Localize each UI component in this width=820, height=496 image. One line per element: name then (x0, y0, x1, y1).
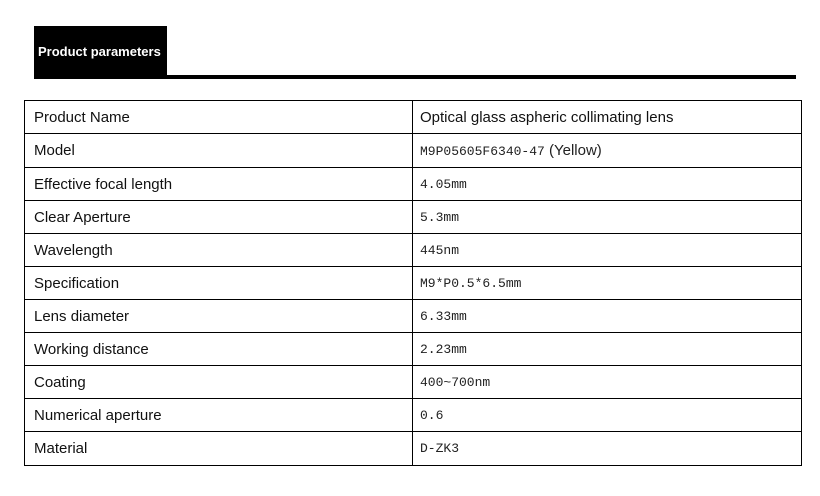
product-parameters-table (24, 100, 802, 466)
param-value: 4.05mm (420, 176, 467, 192)
param-value: 0.6 (420, 407, 444, 423)
param-label: Numerical aperture (34, 406, 162, 424)
table-row (25, 134, 802, 168)
param-value-cell (413, 366, 802, 399)
param-value: Optical glass aspheric collimating lens (420, 108, 674, 126)
param-value: 5.3mm (420, 209, 460, 225)
param-value: 6.33mm (420, 308, 467, 324)
param-label: Product Name (34, 108, 130, 126)
param-label: Working distance (34, 340, 149, 358)
param-label-cell (25, 134, 413, 168)
param-label-cell (25, 399, 413, 432)
table-row (25, 234, 802, 267)
param-label-cell (25, 333, 413, 366)
table-row (25, 101, 802, 134)
param-value-cell (413, 300, 802, 333)
param-label-cell (25, 267, 413, 300)
param-label-cell (25, 101, 413, 134)
param-value: 400~700nm (420, 374, 491, 390)
param-label: Lens diameter (34, 307, 130, 325)
param-label-cell (25, 432, 413, 466)
table-row (25, 366, 802, 399)
param-value-cell (413, 333, 802, 366)
param-label: Specification (34, 274, 120, 292)
param-label: Wavelength (34, 241, 113, 259)
table-row (25, 300, 802, 333)
param-value: 2.23mm (420, 341, 467, 357)
param-label: Clear Aperture (34, 208, 131, 226)
section-divider (34, 75, 796, 79)
table-row (25, 168, 802, 201)
param-label: Material (34, 440, 88, 457)
param-label-cell (25, 201, 413, 234)
param-value-cell (413, 134, 802, 168)
param-label-cell (25, 234, 413, 267)
param-value-cell (413, 432, 802, 466)
param-label: Model (34, 142, 75, 159)
param-value-cell (413, 168, 802, 201)
param-value-cell (413, 267, 802, 300)
table-row (25, 432, 802, 466)
param-label-cell (25, 366, 413, 399)
param-value: D-ZK3 (420, 441, 460, 456)
param-value-cell (413, 399, 802, 432)
section-title: Product parameters (34, 26, 167, 78)
model-code: M9P05605F6340-47 (420, 144, 545, 159)
table-row (25, 333, 802, 366)
table-row (25, 267, 802, 300)
model-color: (Yellow) (544, 142, 602, 159)
param-label-cell (25, 300, 413, 333)
table-row (25, 399, 802, 432)
param-label: Effective focal length (34, 175, 173, 193)
param-value: M9*P0.5*6.5mm (420, 275, 522, 291)
param-value-cell (413, 234, 802, 267)
param-value (413, 143, 801, 158)
param-value: 445nm (420, 242, 460, 258)
table-row (25, 201, 802, 234)
param-value-cell (413, 201, 802, 234)
param-label: Coating (34, 373, 86, 391)
param-value-cell (413, 101, 802, 134)
param-label-cell (25, 168, 413, 201)
